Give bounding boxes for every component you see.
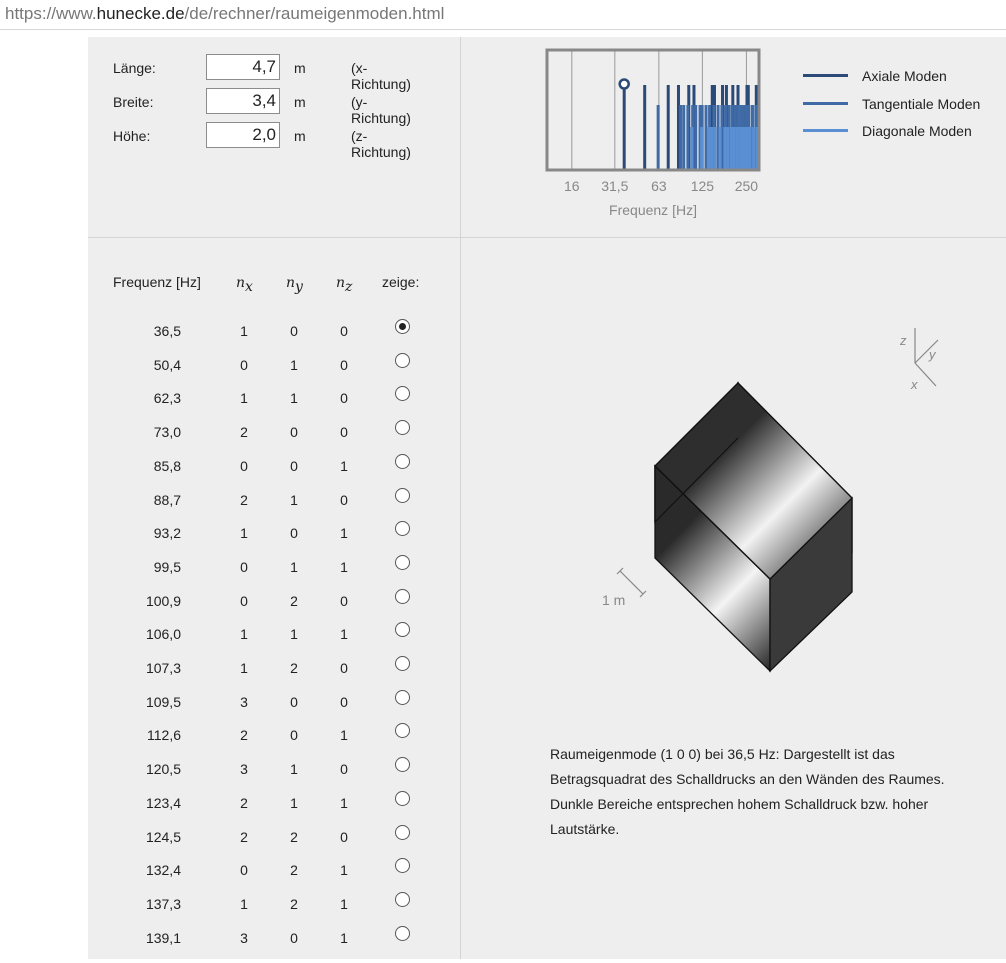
table-row	[88, 660, 460, 693]
row-nx: 0	[240, 356, 248, 373]
row-nz: 1	[340, 457, 348, 474]
room-3d-view	[460, 238, 1006, 738]
spectrum-mode-bar	[679, 105, 682, 169]
mode-spectrum-chart	[458, 37, 778, 227]
show-mode-radio[interactable]	[395, 555, 410, 570]
show-mode-radio[interactable]	[395, 622, 410, 637]
row-ny: 0	[290, 525, 298, 542]
spectrum-xlabel: Frequenz [Hz]	[609, 202, 697, 218]
row-frequency: 106,0	[145, 626, 181, 643]
show-mode-radio[interactable]	[395, 858, 410, 873]
row-frequency: 109,5	[145, 693, 181, 710]
legend-swatch-diagonal	[803, 129, 848, 132]
length-input[interactable]: 4,7	[206, 54, 280, 80]
height-direction: (z-Richtung)	[351, 128, 411, 160]
row-frequency: 62,3	[153, 390, 181, 407]
row-ny: 1	[290, 794, 298, 811]
spectrum-mode-bar	[749, 127, 752, 169]
row-frequency: 120,5	[145, 761, 181, 778]
spectrum-mode-bar	[623, 85, 626, 169]
row-ny: 0	[290, 457, 298, 474]
spectrum-mode-bar	[726, 127, 729, 169]
row-ny: 1	[290, 761, 298, 778]
row-frequency: 85,8	[153, 457, 181, 474]
show-mode-radio[interactable]	[395, 488, 410, 503]
row-nz: 0	[340, 693, 348, 710]
table-row	[88, 626, 460, 659]
spectrum-tick-label: 31,5	[601, 178, 629, 194]
row-nx: 2	[240, 794, 248, 811]
row-ny: 1	[290, 558, 298, 575]
row-ny: 1	[290, 491, 298, 508]
row-ny: 2	[290, 862, 298, 879]
table-row	[88, 727, 460, 760]
width-label: Breite:	[113, 94, 154, 110]
room-mode-calculator	[88, 37, 1006, 959]
show-mode-radio[interactable]	[395, 353, 410, 368]
row-frequency: 73,0	[153, 424, 181, 441]
row-nx: 1	[240, 660, 248, 676]
spectrum-mode-bar	[708, 127, 711, 169]
address-bar[interactable]	[0, 0, 1006, 30]
url-prefix: https://www.	[5, 4, 97, 23]
row-nz: 1	[340, 794, 348, 811]
spectrum-mode-bar	[732, 127, 735, 169]
legend-label-axial: Axiale Moden	[862, 68, 947, 84]
row-nz: 1	[340, 862, 348, 879]
spectrum-mode-bar	[682, 105, 685, 169]
spectrum-mode-bar	[657, 105, 660, 169]
row-nz: 1	[340, 895, 348, 912]
row-nz: 1	[340, 727, 348, 744]
row-ny: 0	[290, 323, 298, 339]
row-frequency: 36,5	[153, 323, 181, 339]
show-mode-radio[interactable]	[395, 690, 410, 705]
header-show: zeige:	[382, 274, 420, 290]
legend-swatch-axial	[803, 74, 848, 77]
show-mode-radio[interactable]	[395, 825, 410, 840]
row-nz: 0	[340, 761, 348, 778]
table-row	[88, 559, 460, 592]
table-row	[88, 829, 460, 862]
row-nz: 0	[340, 491, 348, 508]
spectrum-mode-bar	[710, 127, 713, 169]
show-mode-radio[interactable]	[395, 757, 410, 772]
height-input[interactable]: 2,0	[206, 122, 280, 148]
show-mode-radio[interactable]	[395, 589, 410, 604]
length-direction: (x-Richtung)	[351, 60, 411, 92]
row-nx: 1	[240, 390, 248, 407]
show-mode-radio[interactable]	[395, 319, 410, 334]
row-nx: 1	[240, 895, 248, 912]
legend-label-diagonal: Diagonale Moden	[862, 123, 972, 139]
row-ny: 2	[290, 660, 298, 676]
row-ny: 2	[290, 828, 298, 845]
table-row	[88, 862, 460, 895]
show-mode-radio[interactable]	[395, 656, 410, 671]
show-mode-radio[interactable]	[395, 926, 410, 941]
row-nz: 1	[340, 929, 348, 946]
row-nx: 2	[240, 491, 248, 508]
width-direction: (y-Richtung)	[351, 94, 411, 126]
spectrum-mode-bar	[667, 85, 670, 169]
row-nz: 0	[340, 424, 348, 441]
header-nz: $n_z$	[336, 275, 353, 295]
row-ny: 0	[290, 693, 298, 710]
spectrum-tick-label: 125	[690, 178, 715, 194]
axis-x-label: x	[911, 377, 918, 392]
table-row	[88, 896, 460, 929]
show-mode-radio[interactable]	[395, 521, 410, 536]
row-frequency: 139,1	[145, 929, 181, 946]
row-nx: 0	[240, 592, 248, 609]
spectrum-mode-bar	[643, 85, 646, 169]
table-row	[88, 694, 460, 727]
row-ny: 1	[290, 390, 298, 407]
axis-z-label: z	[900, 333, 907, 348]
row-nz: 1	[340, 626, 348, 643]
row-nx: 0	[240, 862, 248, 879]
spectrum-tick-label: 16	[564, 178, 580, 194]
height-label: Höhe:	[113, 128, 151, 144]
length-label: Länge:	[113, 60, 156, 76]
row-nx: 3	[240, 929, 248, 946]
row-nx: 1	[240, 525, 248, 542]
row-ny: 0	[290, 727, 298, 744]
spectrum-tick-label: 63	[651, 178, 667, 194]
spectrum-mode-bar	[719, 127, 722, 169]
show-mode-radio[interactable]	[395, 454, 410, 469]
url-path: /de/rechner/raumeigenmoden.html	[184, 4, 445, 23]
row-nz: 1	[340, 525, 348, 542]
length-unit: m	[294, 60, 306, 76]
row-nz: 0	[340, 828, 348, 845]
row-frequency: 132,4	[145, 862, 181, 879]
row-frequency: 112,6	[147, 727, 181, 744]
spectrum-mode-bar	[713, 127, 716, 169]
spectrum-mode-bar	[686, 105, 689, 169]
table-row	[88, 424, 460, 457]
spectrum-mode-bar	[729, 127, 732, 169]
height-unit: m	[294, 128, 306, 144]
table-row	[88, 357, 460, 390]
axis-y-label: y	[929, 347, 936, 362]
table-row	[88, 323, 460, 356]
table-row	[88, 525, 460, 558]
show-mode-radio[interactable]	[395, 420, 410, 435]
table-row	[88, 761, 460, 794]
show-mode-radio[interactable]	[395, 791, 410, 806]
row-nx: 0	[240, 558, 248, 575]
row-frequency: 99,5	[153, 558, 181, 575]
row-ny: 2	[290, 895, 298, 912]
mode-description: Raumeigenmode (1 0 0) bei 36,5 Hz: Dargestellt ist das Betragsquadrat des Schalldrucks an den Wänden des Raumes. Dunkle Bereiche entsprechen hohem Schalldruck bzw. hoher Lautstärke.	[550, 746, 945, 837]
row-nx: 2	[240, 828, 248, 845]
row-nx: 3	[240, 693, 248, 710]
row-frequency: 107,3	[145, 660, 181, 676]
row-frequency: 137,3	[145, 895, 181, 912]
spectrum-mode-bar	[690, 127, 693, 169]
spectrum-mode-bar	[741, 127, 744, 169]
selected-mode-marker	[620, 80, 629, 89]
spectrum-mode-bar	[752, 127, 755, 169]
scale-label: 1 m	[602, 592, 626, 608]
row-frequency: 50,4	[153, 356, 181, 373]
header-nx: $n_x$	[236, 275, 253, 295]
row-ny: 1	[290, 626, 298, 643]
show-mode-radio[interactable]	[395, 386, 410, 401]
row-frequency: 123,4	[145, 794, 181, 811]
row-ny: 0	[290, 929, 298, 946]
legend-label-tangential: Tangentiale Moden	[862, 96, 981, 112]
row-nx: 1	[240, 323, 248, 339]
spectrum-mode-bar	[723, 127, 726, 169]
row-nz: 0	[340, 356, 348, 373]
row-ny: 1	[290, 356, 298, 373]
row-frequency: 124,5	[145, 828, 181, 845]
table-row	[88, 593, 460, 626]
row-nx: 2	[240, 727, 248, 744]
header-ny: $n_y$	[286, 275, 303, 295]
row-nz: 0	[340, 592, 348, 609]
table-row	[88, 390, 460, 423]
spectrum-mode-bar	[694, 105, 697, 169]
url-text[interactable]	[5, 4, 444, 24]
row-nx: 3	[240, 761, 248, 778]
spectrum-mode-bar	[735, 127, 738, 169]
url-domain: hunecke.de	[96, 4, 185, 23]
show-mode-radio[interactable]	[395, 892, 410, 907]
row-nz: 0	[340, 390, 348, 407]
row-ny: 0	[290, 424, 298, 441]
legend-swatch-tangential	[803, 102, 848, 105]
row-ny: 2	[290, 592, 298, 609]
spectrum-mode-bar	[738, 127, 741, 169]
row-frequency: 93,2	[153, 525, 181, 542]
row-nx: 1	[240, 626, 248, 643]
row-nx: 2	[240, 424, 248, 441]
row-nx: 0	[240, 457, 248, 474]
table-row	[88, 492, 460, 525]
header-frequency: Frequenz [Hz]	[113, 274, 201, 290]
table-row	[88, 458, 460, 491]
table-row	[88, 930, 460, 963]
row-nz: 0	[340, 660, 348, 676]
show-mode-radio[interactable]	[395, 723, 410, 738]
row-nz: 0	[340, 323, 348, 339]
row-nz: 1	[340, 558, 348, 575]
spectrum-mode-bar	[700, 127, 703, 169]
width-unit: m	[294, 94, 306, 110]
spectrum-tick-label: 250	[734, 178, 759, 194]
row-frequency: 100,9	[145, 592, 181, 609]
table-row	[88, 795, 460, 828]
row-frequency: 88,7	[153, 491, 181, 508]
width-input[interactable]: 3,4	[206, 88, 280, 114]
